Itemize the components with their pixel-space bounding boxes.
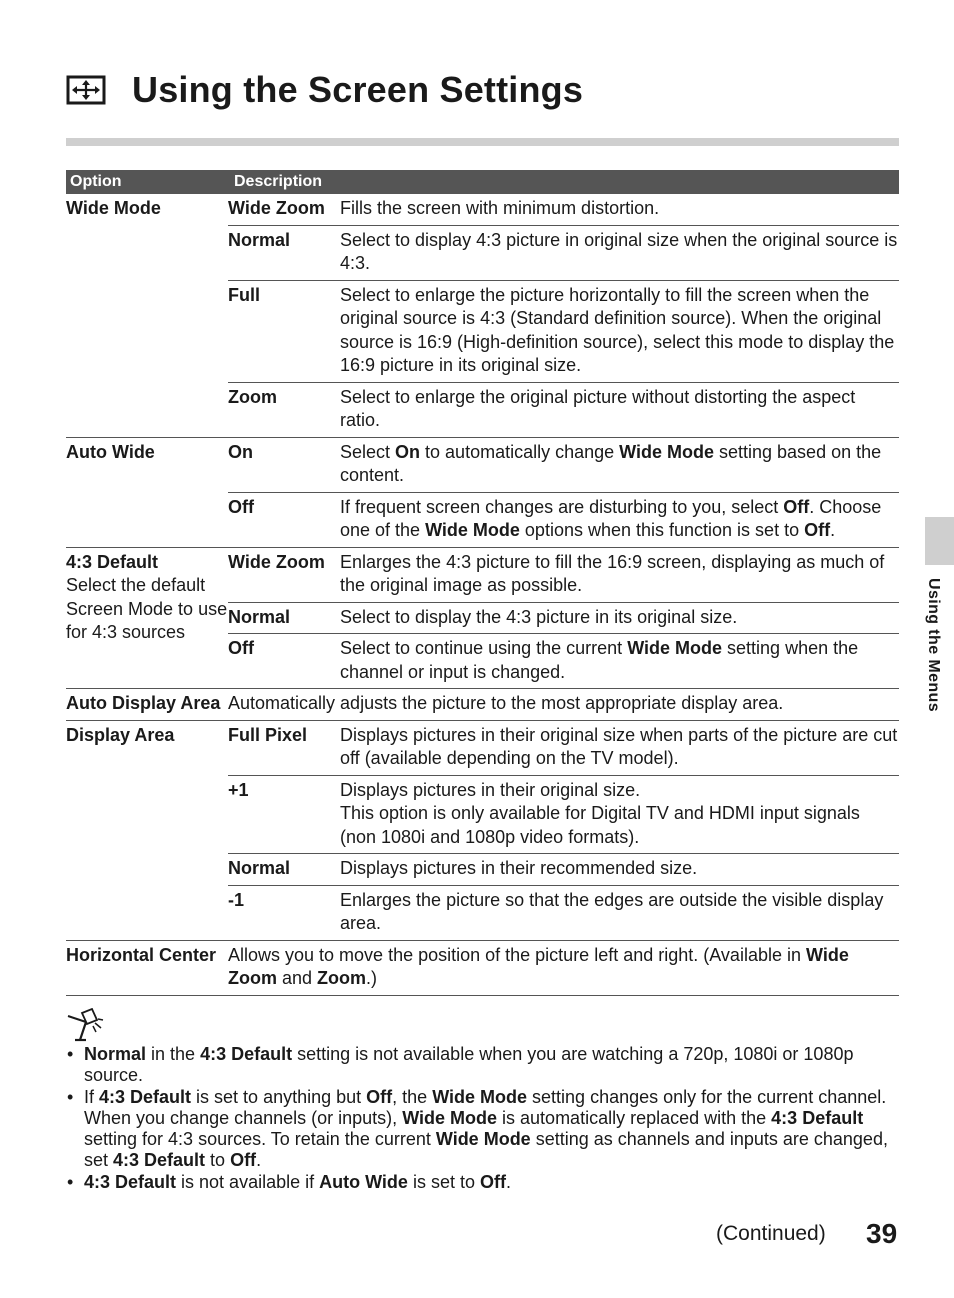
sub-description: Select to continue using the current Wide Mode setting when the channel or input is changed. xyxy=(340,634,899,689)
option-auto-display-area: Auto Display Area xyxy=(66,689,228,721)
option-label: 4:3 Default xyxy=(66,551,159,572)
tip-lamp-icon xyxy=(66,1008,104,1042)
list-item: • Normal in the 4:3 Default setting is not available when you are watching a 720p, 1080i or 1080p source. xyxy=(66,1044,898,1087)
sub-option: Full xyxy=(228,280,340,382)
table-row xyxy=(66,940,899,995)
option-display-area: Display Area xyxy=(66,720,228,940)
title-row xyxy=(66,66,583,114)
sub-description: Select to enlarge the original picture without distorting the aspect ratio. xyxy=(340,382,899,437)
sub-option: +1 xyxy=(228,775,340,854)
sub-option: Normal xyxy=(228,225,340,280)
sub-description: If frequent screen changes are disturbing to you, select Off. Choose one of the Wide Mode options when this function is set to Off. xyxy=(340,492,899,547)
sub-description: Fills the screen with minimum distortion. xyxy=(340,194,899,225)
sub-option: Wide Zoom xyxy=(228,194,340,225)
table-row xyxy=(66,547,899,602)
sub-option: Zoom xyxy=(228,382,340,437)
sub-description: Select to enlarge the picture horizontally to fill the screen when the original source is 4:3 (Standard definition source). When the original source is 16:9 (High-definition source), select this mode to display the 16:9 picture in its original size. xyxy=(340,280,899,382)
table-row xyxy=(66,689,899,721)
screen-settings-table xyxy=(66,170,899,996)
sub-option: Off xyxy=(228,634,340,689)
section-tab xyxy=(925,517,954,565)
sub-option: Normal xyxy=(228,854,340,886)
sub-description: Displays pictures in their recommended size. xyxy=(340,854,899,886)
sub-option: Normal xyxy=(228,602,340,634)
sub-description: Displays pictures in their original size when parts of the picture are cut off (available depending on the TV model). xyxy=(340,720,899,775)
list-item: • 4:3 Default is not available if Auto Wide is set to Off. xyxy=(66,1172,898,1193)
table-row xyxy=(66,720,899,775)
table-row xyxy=(66,437,899,492)
option-note: Select the default Screen Mode to use for 4:3 sources xyxy=(66,575,228,642)
sub-option: On xyxy=(228,437,340,492)
list-item: • If 4:3 Default is set to anything but Off, the Wide Mode setting changes only for the current channel. When you change channels (or inputs), Wide Mode is automatically replaced with the 4:3 Default setting for 4:3 sources. To retain the current Wide Mode setting as channels and inputs are changed, set 4:3 Default to Off. xyxy=(66,1087,898,1172)
sub-description: Select On to automatically change Wide Mode setting based on the content. xyxy=(340,437,899,492)
section-label: Using the Menus xyxy=(925,578,942,713)
option-description: Allows you to move the position of the picture left and right. (Available in Wide Zoom and Zoom.) xyxy=(228,940,899,995)
option-description: Automatically adjusts the picture to the most appropriate display area. xyxy=(228,689,899,721)
option-wide-mode: Wide Mode xyxy=(66,194,228,437)
option-horizontal-center: Horizontal Center xyxy=(66,940,228,995)
title-divider xyxy=(66,138,899,146)
sub-description: Enlarges the picture so that the edges are outside the visible display area. xyxy=(340,885,899,940)
option-43-default xyxy=(66,547,228,689)
sub-option: Wide Zoom xyxy=(228,547,340,602)
sub-description: Enlarges the 4:3 picture to fill the 16:9 screen, displaying as much of the original image as possible. xyxy=(340,547,899,602)
header-description: Description xyxy=(228,170,899,194)
table-header-row xyxy=(66,170,899,194)
sub-description: Select to display the 4:3 picture in its original size. xyxy=(340,602,899,634)
header-option: Option xyxy=(66,170,228,194)
option-auto-wide: Auto Wide xyxy=(66,437,228,547)
sub-option: Off xyxy=(228,492,340,547)
screen-settings-icon xyxy=(66,75,106,105)
sub-option: Full Pixel xyxy=(228,720,340,775)
continued-label: (Continued) xyxy=(716,1222,826,1245)
page-title: Using the Screen Settings xyxy=(132,69,584,110)
sub-description: Displays pictures in their original size. This option is only available for Digital TV and HDMI input signals (non 1080i and 1080p video formats). xyxy=(340,775,899,854)
page-number: 39 xyxy=(866,1218,898,1249)
table-row xyxy=(66,194,899,225)
sub-description: Select to display 4:3 picture in original size when the original source is 4:3. xyxy=(340,225,899,280)
tips-list xyxy=(66,1044,898,1193)
sub-option: -1 xyxy=(228,885,340,940)
